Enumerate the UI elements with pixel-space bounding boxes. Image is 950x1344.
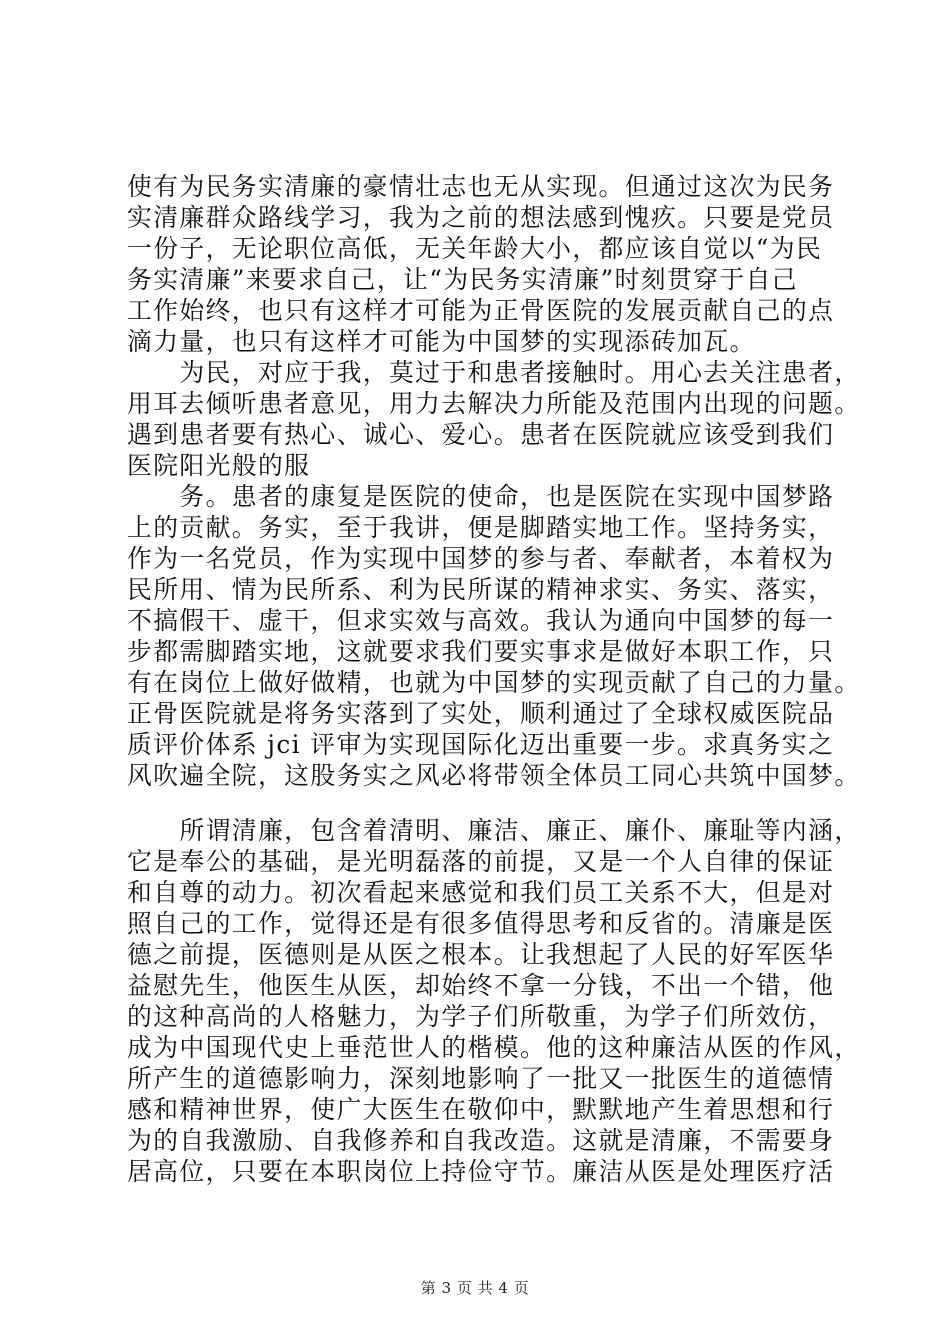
- text-line: 它是奉公的基础，是光明磊落的前提，又是一个人自律的保证: [127, 847, 835, 876]
- text-line: 遇到患者要有热心、诚心、爱心。患者在医院就应该受到我们: [127, 420, 835, 449]
- text-line: 所产生的道德影响力，深刻地影响了一批又一批医生的道德情: [127, 1064, 835, 1093]
- text-line: 用耳去倾听患者意见，用力去解决力所能及范围内出现的问题。: [127, 389, 861, 418]
- page-number: 第 3 页 共 4 页: [420, 1279, 530, 1297]
- text-line: 工作始终，也只有这样才可能为正骨医院的发展贡献自己的点: [127, 296, 835, 325]
- text-line: 成为中国现代史上垂范世人的楷模。他的这种廉洁从医的作风，: [127, 1033, 861, 1062]
- text-line: 居高位，只要在本职岗位上持俭守节。廉洁从医是处理医疗活: [127, 1157, 835, 1186]
- text-line: 质评价体系 jci 评审为实现国际化迈出重要一步。求真务实之: [127, 730, 835, 759]
- text-line: 感和精神世界，使广大医生在敬仰中，默默地产生着思想和行: [127, 1095, 835, 1124]
- text-line: 德之前提，医德则是从医之根本。让我想起了人民的好军医华: [127, 940, 835, 969]
- text-line: 所谓清廉，包含着清明、廉洁、廉正、廉仆、廉耻等内涵，: [127, 816, 861, 845]
- text-line: 风吹遍全院，这股务实之风必将带领全体员工同心共筑中国梦。: [127, 761, 861, 790]
- text-line: 照自己的工作，觉得还是有很多值得思考和反省的。清廉是医: [127, 909, 835, 938]
- text-line: 作为一名党员，作为实现中国梦的参与者、奉献者，本着权为: [127, 544, 835, 573]
- text-line: 的这种高尚的人格魅力，为学子们所敬重，为学子们所效仿，: [127, 1002, 835, 1031]
- text-line: 有在岗位上做好做精，也就为中国梦的实现贡献了自己的力量。: [127, 668, 861, 697]
- text-line: 务实清廉”来要求自己，让“为民务实清廉”时刻贯穿于自己: [127, 265, 798, 294]
- text-line: 民所用、情为民所系、利为民所谋的精神求实、务实、落实，: [127, 575, 835, 604]
- text-line: 务。患者的康复是医院的使命，也是医院在实现中国梦路: [127, 482, 835, 511]
- text-line: 滴力量，也只有这样才可能为中国梦的实现添砖加瓦。: [127, 327, 756, 356]
- text-line: 为的自我激励、自我修养和自我改造。这就是清廉，不需要身: [127, 1126, 835, 1155]
- text-line: 一份子，无论职位高低，无关年龄大小，都应该自觉以“为民: [127, 234, 823, 263]
- text-line: 使有为民务实清廉的豪情壮志也无从实现。但通过这次为民务: [127, 172, 835, 201]
- text-line: 不搞假干、虚干，但求实效与高效。我认为通向中国梦的每一: [127, 606, 835, 635]
- text-line: 实清廉群众路线学习，我为之前的想法感到愧疚。只要是党员: [127, 203, 835, 232]
- text-line: 和自尊的动力。初次看起来感觉和我们员工关系不大，但是对: [127, 878, 835, 907]
- text-line: 益慰先生，他医生从医，却始终不拿一分钱，不出一个错，他: [127, 971, 835, 1000]
- text-line: 正骨医院就是将务实落到了实处，顺利通过了全球权威医院品: [127, 699, 835, 728]
- text-line: 步都需脚踏实地，这就要求我们要实事求是做好本职工作，只: [127, 637, 835, 666]
- text-line: 上的贡献。务实，至于我讲，便是脚踏实地工作。坚持务实，: [127, 513, 835, 542]
- text-line: 医院阳光般的服: [127, 451, 311, 480]
- text-line: 为民，对应于我，莫过于和患者接触时。用心去关注患者，: [127, 358, 861, 387]
